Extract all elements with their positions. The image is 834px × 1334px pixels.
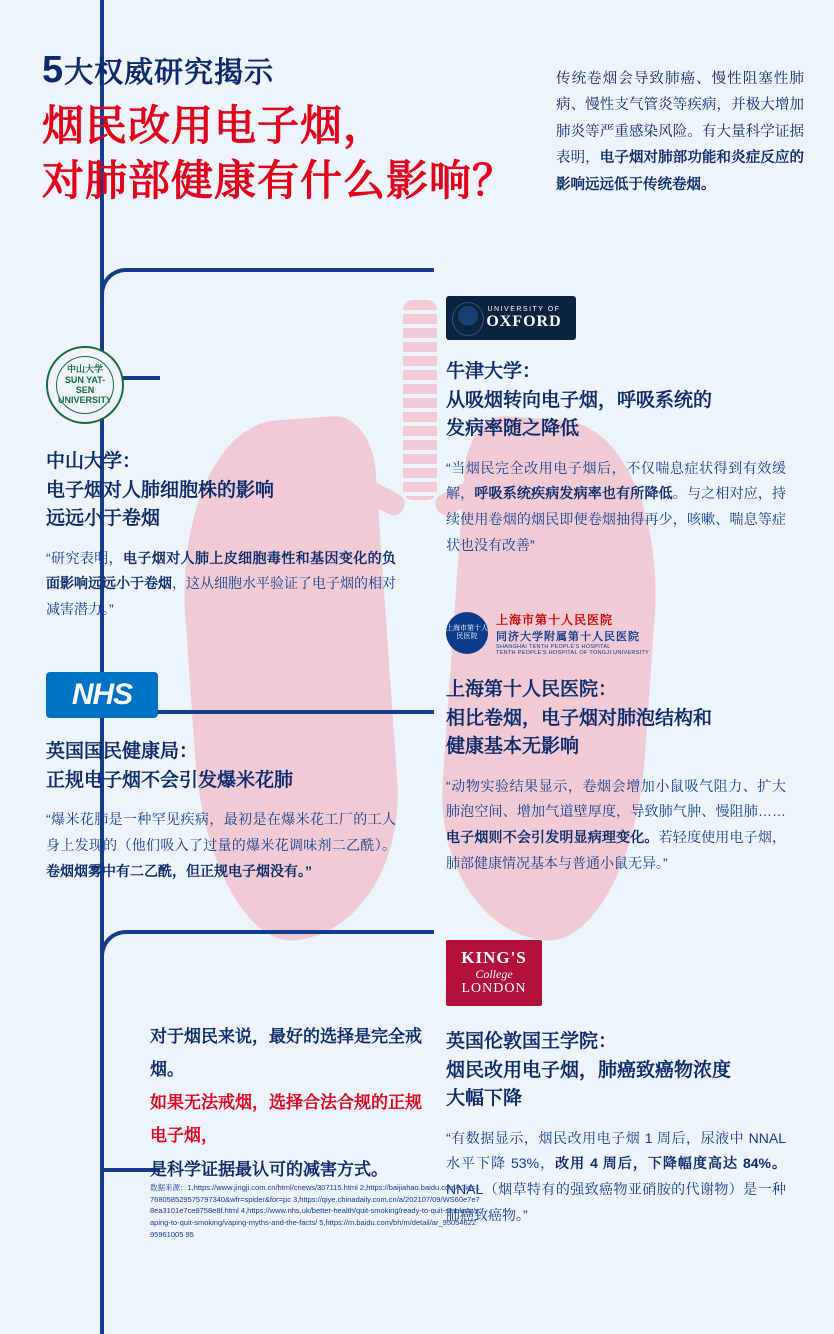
- card-oxford-body: [446, 456, 786, 560]
- card-sysu-title-line1: 电子烟对人肺细胞株的影响: [46, 479, 275, 501]
- card-kcl-title: [446, 1028, 786, 1114]
- card-kcl-title-line2: 大幅下降: [446, 1088, 523, 1109]
- card-kcl-body-part3: NNAL（烟草特有的强致癌物亚硝胺的代谢物）是一种肺癌致癌物。”: [446, 1181, 786, 1224]
- card-oxford-body-part1: “当烟民完全改用电子烟后，不仅喘息症状得到有效缓解，: [446, 459, 786, 502]
- conclusion-line2: 如果无法戒烟，选择合法合规的正规电子烟，: [150, 1093, 422, 1146]
- kcl-logo-line1: KING'S: [461, 948, 527, 968]
- page-header: [42, 50, 542, 209]
- card-sysu-title-line2: 远远小于卷烟: [46, 508, 161, 529]
- hospital-logo-cn1: 上海市第十人民医院: [496, 612, 614, 627]
- card-kcl-title-line1: 烟民改用电子烟，肺癌致癌物浓度: [446, 1059, 732, 1081]
- shanghai-tenth-peoples-hospital-logo: [446, 610, 658, 656]
- card-oxford-institution: 牛津大学：: [446, 361, 542, 382]
- card-nhs-body-part1: “爆米花肺是一种罕见疾病，最初是在爆米花工厂的工人身上发现的（他们吸入了过量的爆米花调味剂二乙酰）。: [46, 811, 396, 853]
- kcl-logo-line2: College: [475, 967, 513, 982]
- card-nhs-body: [46, 807, 396, 885]
- card-shanghai-body-part3: 若轻度使用电子烟，肺部健康情况基本与普通小鼠无异。”: [446, 829, 787, 872]
- card-sysu: [46, 346, 396, 623]
- card-oxford-title-line2: 发病率随之降低: [446, 418, 580, 439]
- card-shanghai-body-part1: “动物实验结果显示，卷烟会增加小鼠吸气阻力、扩大肺泡空间、增加气道壁厚度，导致肺气肿、慢阻肺……: [446, 777, 786, 820]
- sources-note: 数据来源：1,https://www.jingji.com.cn/html/cnews/307115.html 2,https://baijiahao.baidu.com/s?id=1768058529575797340&wfr=spider&for=pc 3,https://qiye.chinadaily.com.cn/a/202107/09/WS60e7e78ea3101e7ce9758e8f.html 4,https://www.nhs.uk/better-health/quit-smoking/ready-to-quit-smoking/vaping-to-quit-smoking/vaping-myths-and-the-facts/ 5,https://m.baidu.com/bh/m/detail/ar_9505462295961005 95: [150, 1183, 480, 1239]
- card-shanghai-body: [446, 774, 786, 878]
- card-sysu-body-part3: ，这从细胞水平验证了电子烟的相对减害潜力。”: [46, 575, 396, 618]
- card-sysu-body: [46, 546, 396, 624]
- card-kcl: [446, 940, 786, 1229]
- kings-college-london-logo: [446, 940, 542, 1006]
- card-shanghai-institution: 上海第十人民医院：: [446, 679, 618, 700]
- card-oxford-body-part2: 呼吸系统疾病发病率也有所降低: [474, 485, 673, 502]
- page-title-line2: 对肺部健康有什么影响？: [42, 157, 516, 205]
- oxford-university-logo: [446, 296, 576, 340]
- card-nhs-body-part2: 卷烟烟雾中有二乙酰，但正规电子烟没有。”: [46, 862, 312, 879]
- conclusion-block: [150, 1020, 430, 1186]
- hospital-badge-icon: 上海市第十人民医院: [446, 612, 488, 654]
- card-shanghai-title: [446, 676, 786, 762]
- page-title-line1: 烟民改用电子烟，: [42, 101, 387, 149]
- card-shanghai-title-line1: 相比卷烟，电子烟对肺泡结构和: [446, 707, 713, 729]
- oxford-logo-line1: UNIVERSITY OF: [487, 305, 561, 313]
- page-title: [42, 98, 542, 209]
- card-sysu-institution: 中山大学：: [46, 451, 142, 472]
- oxford-crest-icon: [452, 302, 484, 336]
- card-nhs-title-line1: 正规电子烟不会引发爆米花肺: [46, 769, 294, 791]
- hospital-logo-cn2: 同济大学附属第十人民医院: [496, 630, 640, 643]
- lead-text-plain: 传统卷烟会导致肺癌、慢性阻塞性肺病、慢性支气管炎等疾病，并极大增加肺炎等严重感染风险。有大量科学证据表明，: [556, 71, 804, 167]
- card-nhs-title: [46, 738, 396, 795]
- card-oxford-title-line1: 从吸烟转向电子烟，呼吸系统的: [446, 389, 713, 411]
- sysu-logo-text: 中山大学 SUN YAT-SEN UNIVERSITY: [56, 356, 114, 414]
- oxford-logo-line2: OXFORD: [486, 312, 562, 330]
- card-kcl-body-part2: 改用 4 周后，下降幅度高达 84%。: [555, 1155, 786, 1172]
- card-kcl-body: [446, 1126, 786, 1230]
- hospital-logo-en2: TENTH PEOPLE'S HOSPITAL OF TONGJI UNIVERSITY: [496, 649, 650, 656]
- card-shanghai-body-part2: 电子烟则不会引发明显病理变化。: [446, 829, 659, 846]
- kcl-logo-line3: LONDON: [461, 981, 527, 997]
- hospital-logo-text: [496, 611, 649, 656]
- card-shanghai-tenth: [446, 610, 786, 877]
- card-nhs-institution: 英国国民健康局：: [46, 741, 199, 762]
- card-kcl-institution: 英国伦敦国王学院：: [446, 1031, 618, 1052]
- hospital-logo-en1: SHANGHAI TENTH PEOPLE'S HOSPITAL: [496, 643, 611, 650]
- sun-yat-sen-university-logo: [46, 346, 124, 424]
- kicker-number: 5: [42, 49, 65, 91]
- page-kicker: [42, 50, 542, 92]
- card-nhs: [46, 672, 396, 885]
- card-oxford-title: [446, 358, 786, 444]
- conclusion-line1: 对于烟民来说，最好的选择是完全戒烟。: [150, 1027, 422, 1080]
- card-sysu-title: [46, 448, 396, 534]
- lead-paragraph: [556, 66, 804, 198]
- card-kcl-body-part1: “有数据显示，烟民改用电子烟 1 周后，尿液中 NNAL 水平下降 53%，: [446, 1129, 786, 1172]
- lead-text-bold: 电子烟对肺部功能和炎症反应的影响远远低于传统卷烟。: [556, 150, 804, 193]
- kicker-text: 大权威研究揭示: [64, 57, 275, 89]
- card-shanghai-title-line2: 健康基本无影响: [446, 736, 580, 757]
- conclusion-line3: 是科学证据最认可的减害方式。: [150, 1159, 388, 1179]
- card-oxford-body-part3: 。与之相对应，持续使用卷烟的烟民即便卷烟抽得再少，咳嗽、喘息等症状也没有改善”: [446, 485, 787, 554]
- card-sysu-body-part1: “研究表明，: [46, 549, 123, 566]
- nhs-logo-text: NHS: [71, 678, 133, 711]
- card-sysu-body-part2: 电子烟对人肺上皮细胞毒性和基因变化的负面影响远远小于卷烟: [46, 549, 396, 592]
- nhs-logo: [46, 672, 158, 718]
- card-oxford: [446, 296, 786, 559]
